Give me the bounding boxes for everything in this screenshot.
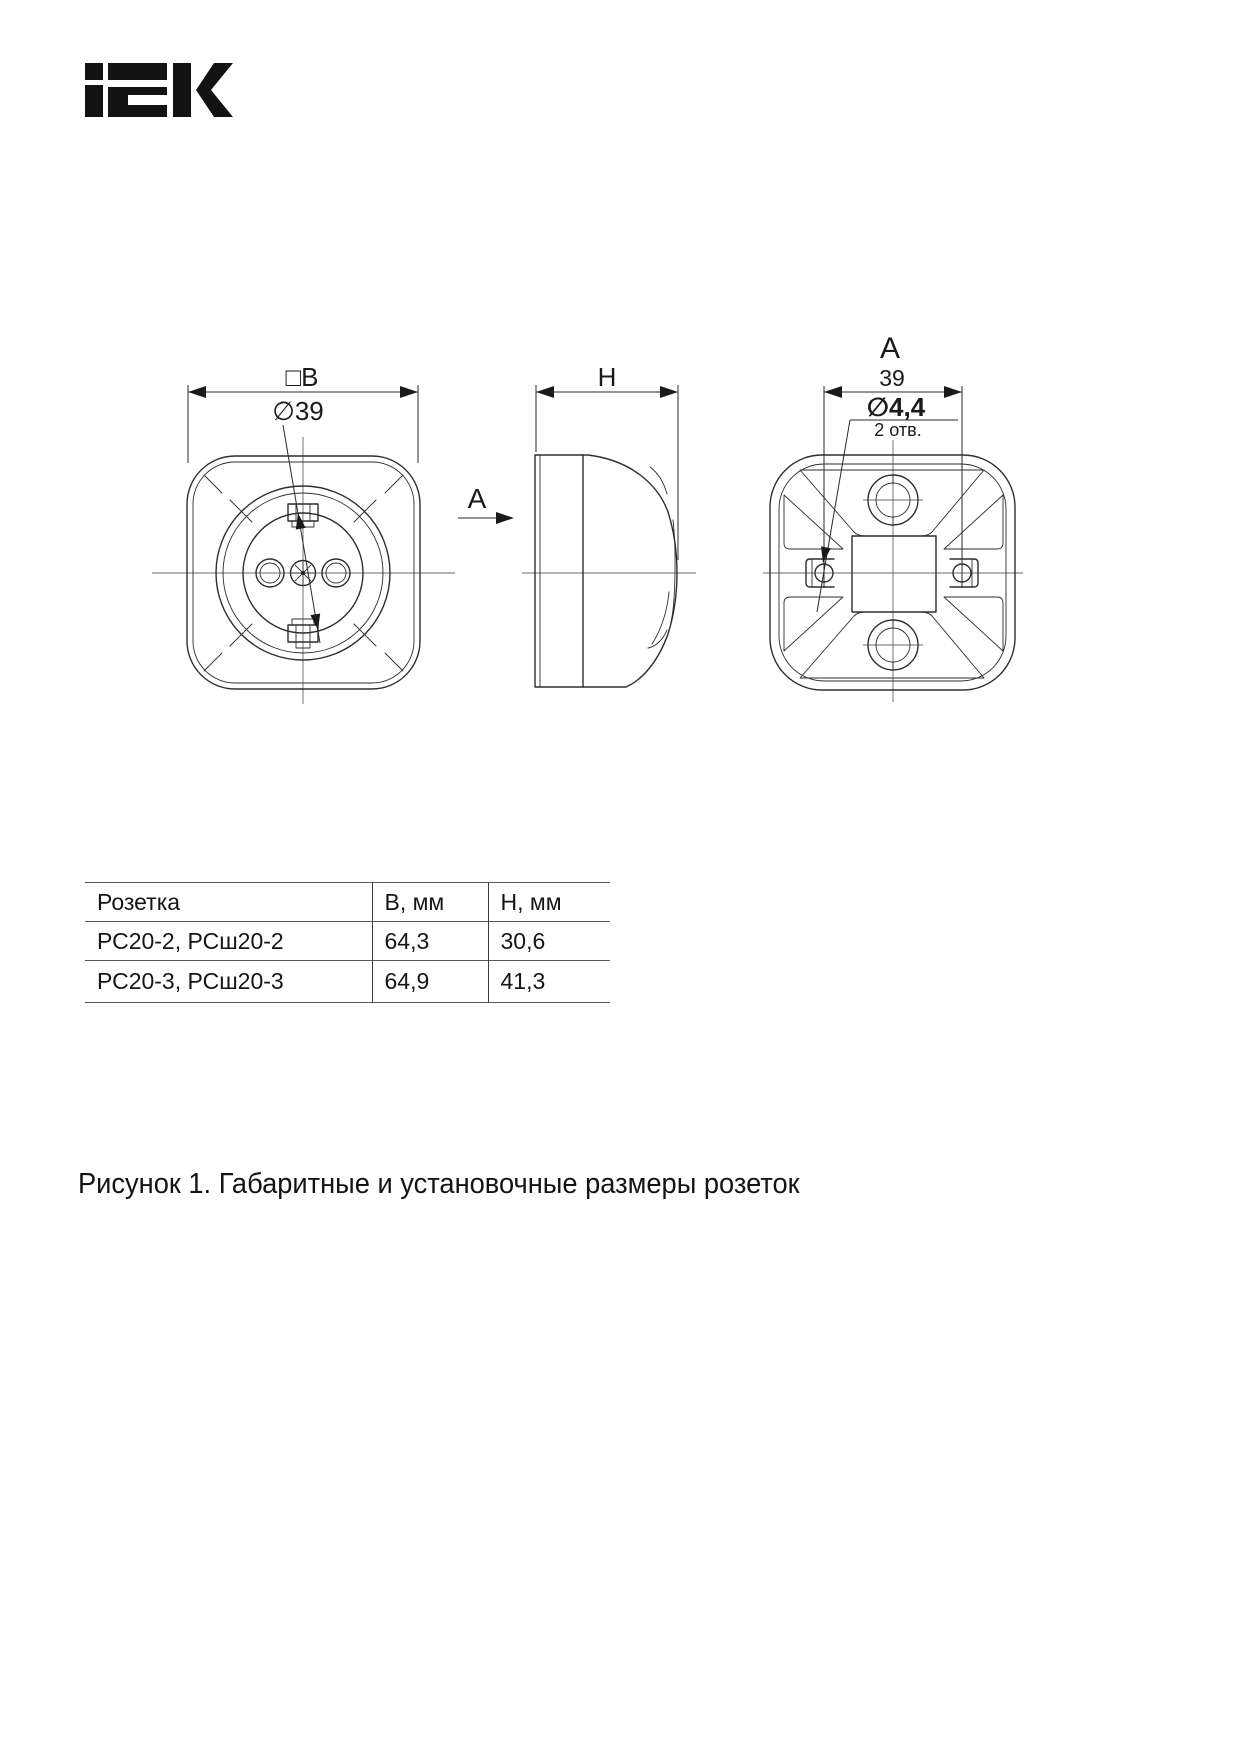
logo-e-slot — [128, 95, 167, 105]
side-height-label: H — [597, 362, 617, 392]
side-height-dimension — [536, 362, 678, 560]
rear-pockets — [784, 470, 1003, 678]
view-direction-arrow — [458, 483, 514, 524]
table-header-h: Н, мм — [488, 883, 610, 922]
table-header-model: Розетка — [97, 888, 181, 915]
cell-h: 30,6 — [488, 922, 610, 961]
rear-hole-dimension — [817, 392, 958, 612]
view-arrow-head — [496, 512, 514, 524]
front-width-label: □B — [285, 362, 319, 392]
dimensions-table — [85, 882, 610, 1003]
logo-k-stem — [173, 63, 191, 117]
cell-model: РС20-2, РСш20-2 — [97, 927, 284, 954]
cell-b: 64,3 — [372, 922, 488, 961]
front-view-drawing — [152, 362, 455, 704]
cell-b: 64,9 — [372, 961, 488, 1003]
logo-k-arms — [196, 63, 233, 117]
logo-e-top-bar — [108, 63, 167, 80]
side-body-outline — [535, 455, 677, 687]
front-diameter-label: ∅39 — [272, 396, 324, 426]
side-view-drawing — [522, 362, 696, 687]
table-row — [85, 922, 610, 961]
table-row — [85, 961, 610, 1003]
rear-spacing-label: 39 — [879, 365, 905, 391]
table-header-b: В, мм — [372, 883, 488, 922]
rear-hole-diameter-label: ∅4,4 — [866, 392, 926, 422]
rear-view-label: A — [879, 332, 901, 365]
rear-boss-bottom — [863, 620, 923, 670]
logo-i-stem — [85, 85, 103, 117]
rear-hole-count-label: 2 отв. — [874, 420, 922, 440]
rear-central-square — [852, 536, 936, 612]
table-header-row — [85, 883, 610, 922]
front-diameter-dimension — [272, 396, 324, 643]
view-arrow-label: A — [467, 483, 487, 514]
iek-logo — [85, 63, 233, 117]
center-screw — [291, 561, 316, 586]
logo-i-dot — [85, 63, 103, 80]
figure-drawing — [0, 0, 1242, 780]
figure-caption: Рисунок 1. Габаритные и установочные размеры розеток — [78, 1168, 800, 1200]
cell-model: РС20-3, РСш20-3 — [97, 968, 284, 994]
cell-h: 41,3 — [488, 961, 610, 1003]
rear-boss-top — [863, 475, 923, 525]
rear-view-drawing — [763, 332, 1023, 702]
